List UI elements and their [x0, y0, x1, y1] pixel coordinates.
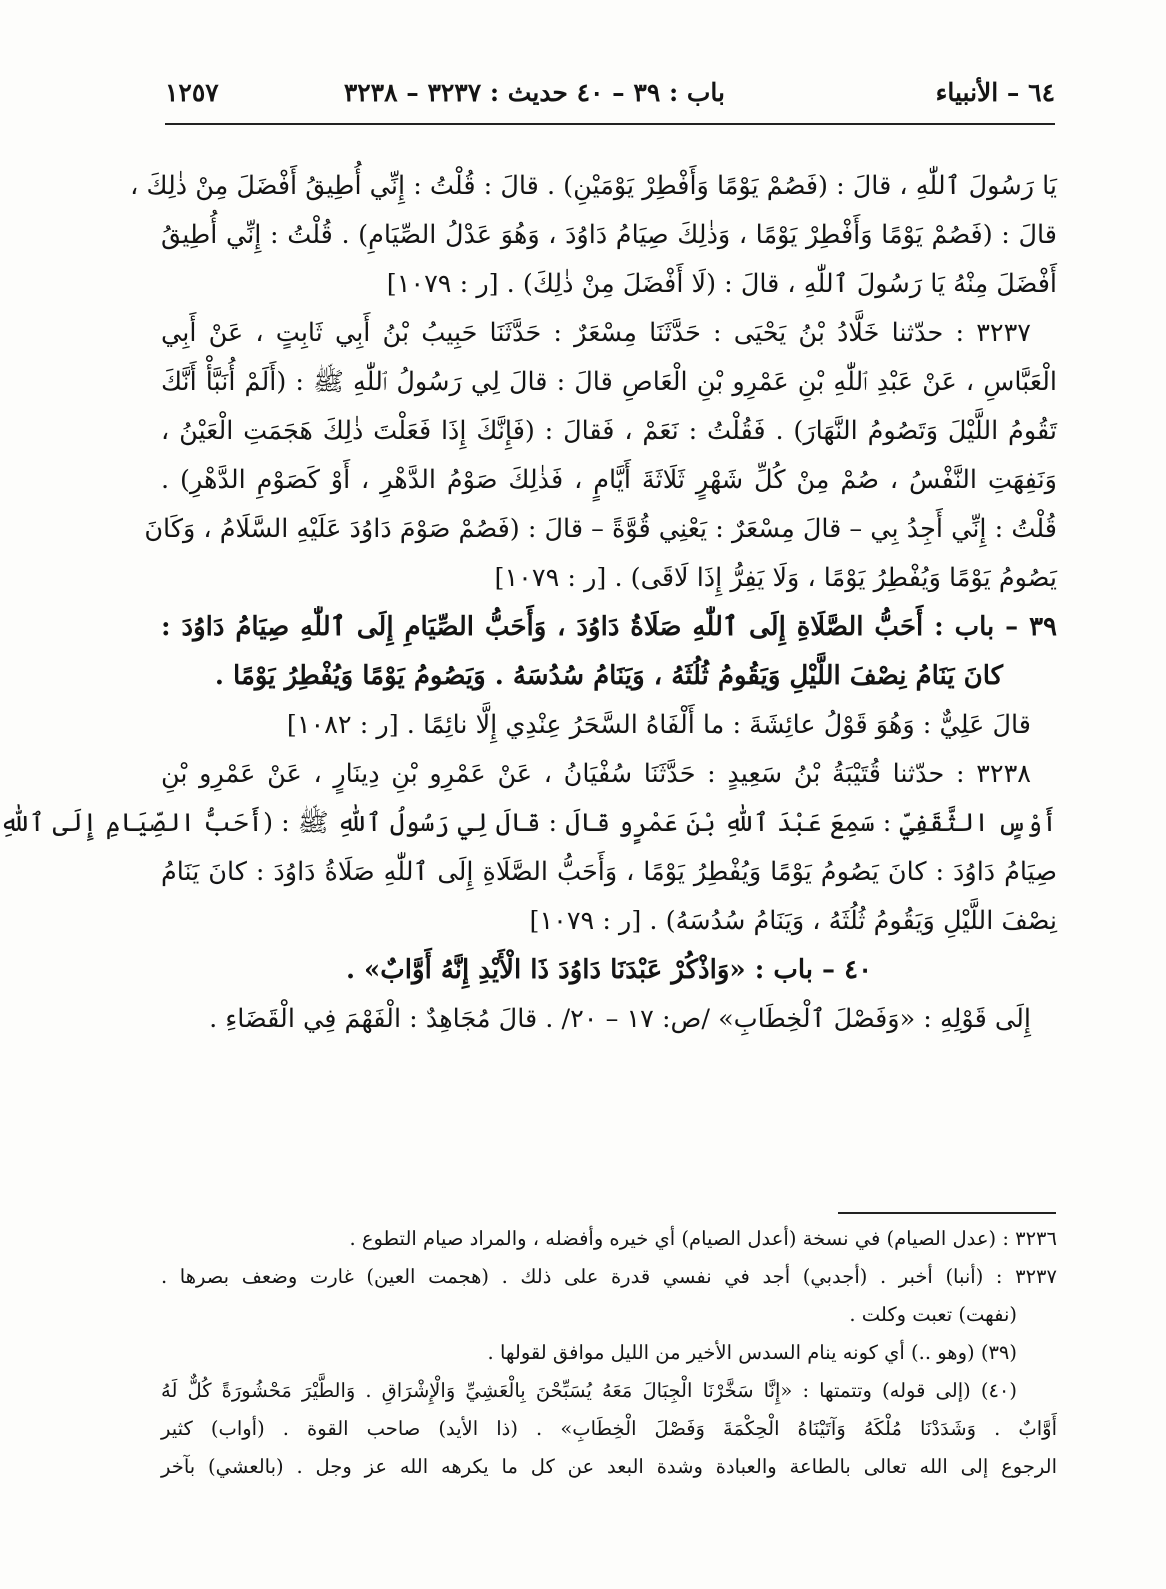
section-reference: باب : ٣٩ – ٤٠ حديث : ٣٢٣٧ – ٣٢٣٨: [343, 78, 725, 107]
hadith-3237-start: ٣٢٣٧ : حدّثنا خَلَّادُ بْنُ يَحْيَى : حَدَّثَنَا مِسْعَرٌ : حَدَّثَنَا حَبِيبُ بْنُ أَبِي ثَابِتٍ ، عَنْ أَبِي: [161, 318, 1031, 348]
text-line: صِيَامُ دَاوُدَ : كانَ يَصُومُ يَوْمًا وَيُفْطِرُ يَوْمًا ، وَأَحَبُّ الصَّلَاةِ إِلَى ٱللّٰهِ صَلَاةُ دَاوُدَ : كانَ يَنَامُ: [161, 857, 1057, 887]
footnote-3236: ٣٢٣٦ : (عدل الصيام) في نسخة (أعدل الصيام) أي خيره وأفضله ، والمراد صيام التطوع .: [349, 1227, 1057, 1250]
text-line: أَوْسٍ الثَّقَفِيِّ : سَمِعَ عَبْدَ ٱللّٰهِ بْنَ عَمْرٍو قالَ : قالَ لِي رَسُولُ ٱللّٰهِ ﷺ : (أَحَبُّ الصِّيَامِ إِلَى ٱللّٰهِ: [0, 808, 1057, 838]
chapter-title: ٦٤ – الأنبياء: [935, 78, 1055, 107]
footnote-3237-cont: (نفهت) تعبت وكلت .: [849, 1303, 1017, 1326]
main-text: [0, 162, 1057, 1044]
footnote-40: (٤٠) (إلى قوله) وتتمتها : «إِنَّا سَخَّرْنَا الْجِبَالَ مَعَهُ يُسَبِّحْنَ بِالْعَشِيِّ وَالْإِشْرَاقِ . وَالطَّيْرَ مَحْشُورَةً كُلٌّ لَهُ: [161, 1379, 1017, 1402]
footnote-rule: [838, 1212, 1056, 1214]
text-line: تَقُومُ اللَّيْلَ وَتَصُومُ النَّهَارَ) . فَقُلْتُ : نَعَمْ ، فَقالَ : (فَإِنَّكَ إِذَا فَعَلْتَ ذٰلِكَ هَجَمَتِ الْعَيْنُ ،: [161, 416, 1057, 446]
footnote-39: (٣٩) (وهو ..) أي كونه ينام السدس الأخير من الليل موافق لقولها .: [487, 1341, 1017, 1364]
footnote-40-cont: أَوَّابٌ . وَشَدَدْنَا مُلْكَهُ وَآتَيْنَاهُ الْحِكْمَةَ وَفَصْلَ الْخِطَابِ» . (ذا الأيد) صاحب القوة . (أواب) كثير: [161, 1417, 1057, 1440]
footnote-3237: ٣٢٣٧ : (أنبا) أخبر . (أجدبي) أجد في نفسي قدرة على ذلك . (هجمت العين) غارت وضعف بصرها .: [161, 1265, 1057, 1288]
running-header: [165, 78, 1055, 118]
footnotes: [161, 1220, 1057, 1486]
chapter-39-heading: ٣٩ – باب : أَحَبُّ الصَّلَاةِ إِلَى ٱللّٰهِ صَلَاةُ دَاوُدَ ، وَأَحَبُّ الصِّيَامِ إِلَى ٱللّٰهِ صِيَامُ دَاوُدَ :: [161, 612, 1057, 642]
hadith-3238-start: ٣٢٣٨ : حدّثنا قُتَيْبَةُ بْنُ سَعِيدٍ : حَدَّثَنَا سُفْيَانُ ، عَنْ عَمْرِو بْنِ دِينَارٍ ، عَنْ عَمْرِو بْنِ: [161, 759, 1031, 789]
text-line: قالَ عَلِيٌّ : وَهُوَ قَوْلُ عائِشَةَ : ما أَلْفَاهُ السَّحَرُ عِنْدِي إِلَّا نائِمًا . [ر : ١٠٨٢]: [286, 710, 1031, 740]
footnote-40-cont: الرجوع إلى الله تعالى بالطاعة والعبادة وشدة البعد عن كل ما يكرهه الله عز وجل . (بالعشي) بآخر: [161, 1455, 1057, 1478]
text-line: قُلْتُ : إِنِّي أَجِدُ بِي – قالَ مِسْعَرٌ : يَعْنِي قُوَّةً – قالَ : (فَصُمْ صَوْمَ دَاوُدَ عَلَيْهِ السَّلَامُ ، وَكَانَ: [144, 514, 1057, 544]
header-rule: [165, 123, 1055, 125]
text-line: يَصُومُ يَوْمًا وَيُفْطِرُ يَوْمًا ، وَلَا يَفِرُّ إِذَا لَاقَى) . [ر : ١٠٧٩]: [494, 563, 1057, 593]
text-line: إِلَى قَوْلِهِ : «وَفَصْلَ ٱلْخِطَابِ» /ص: ١٧ – ٢٠/ . قالَ مُجَاهِدٌ : الْفَهْمَ فِي الْقَضَاءِ .: [209, 1004, 1031, 1034]
text-line: الْعَبَّاسِ ، عَنْ عَبْدِ ٱللّٰهِ بْنِ عَمْرِو بْنِ الْعَاصِ قالَ : قالَ لِي رَسُولُ ٱللّٰهِ ﷺ : (أَلَمْ أُنَبَّأْ أَنَّكَ: [161, 367, 1057, 397]
chapter-40-heading: ٤٠ – باب : «وَاذْكُرْ عَبْدَنَا دَاوُدَ ذَا الْأَيْدِ إِنَّهُ أَوَّابٌ» .: [345, 955, 873, 985]
text-line: قالَ : (فَصُمْ يَوْمًا وَأَفْطِرْ يَوْمًا ، وَذٰلِكَ صِيَامُ دَاوُدَ ، وَهُوَ عَدْلُ الصِّيَامِ) . قُلْتُ : إِنِّي أُطِيقُ: [161, 220, 1057, 250]
chapter-39-heading-cont: كانَ يَنَامُ نِصْفَ اللَّيْلِ وَيَقُومُ ثُلُثَهُ ، وَيَنَامُ سُدُسَهُ . وَيَصُومُ يَوْمًا وَيُفْطِرُ يَوْمًا .: [214, 661, 1004, 691]
page-number: ١٢٥٧: [165, 78, 219, 107]
text-line: وَنَفِهَتِ النَّفْسُ ، صُمْ مِنْ كُلِّ شَهْرٍ ثَلَاثَةَ أَيَّامٍ ، فَذٰلِكَ صَوْمُ الدَّهْرِ ، أَوْ كَصَوْمِ الدَّهْرِ) .: [161, 465, 1057, 495]
text-line: أَفْضَلَ مِنْهُ يَا رَسُولَ ٱللّٰهِ ، قالَ : (لَا أَفْضَلَ مِنْ ذٰلِكَ) . [ر : ١٠٧٩]: [386, 269, 1057, 299]
text-line: يَا رَسُولَ ٱللّٰهِ ، قالَ : (فَصُمْ يَوْمًا وَأَفْطِرْ يَوْمَيْنِ) . قالَ : قُلْتُ : إِنِّي أُطِيقُ أَفْضَلَ مِنْ ذٰلِكَ ،: [130, 171, 1057, 201]
text-line: نِصْفَ اللَّيْلِ وَيَقُومُ ثُلُثَهُ ، وَيَنَامُ سُدُسَهُ) . [ر : ١٠٧٩]: [529, 906, 1057, 936]
